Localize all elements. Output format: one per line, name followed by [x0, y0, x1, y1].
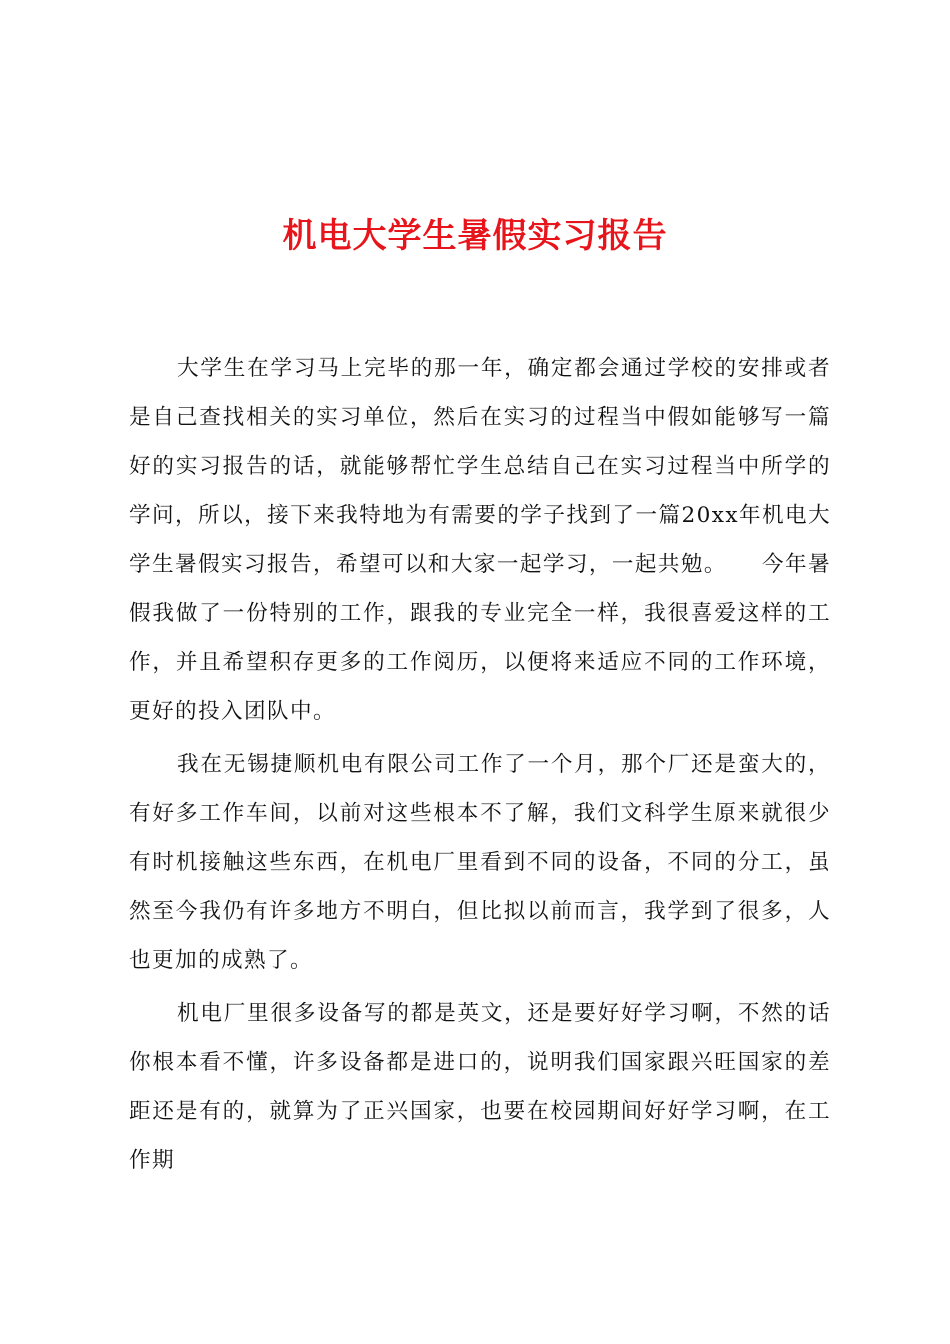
document-body — [129, 344, 831, 1189]
document-title: 机电大学生暑假实习报告 — [282, 216, 668, 256]
paragraph-3: 机电厂里很多设备写的都是英文，还是要好好学习啊，不然的话你根本看不懂，许多设备都是进口的，说明我们国家跟兴旺国家的差距还是有的，就算为了正兴国家，也要在校园期间好好学习啊，在工作期 — [129, 1001, 831, 1173]
paragraph-2: 我在无锡捷顺机电有限公司工作了一个月，那个厂还是蛮大的，有好多工作车间，以前对这些根本不了解，我们文科学生原来就很少有时机接触这些东西，在机电厂里看到不同的设备，不同的分工，虽然至今我仍有许多地方不明白，但比拟以前而言，我学到了很多，人也更加的成熟了。 — [129, 752, 831, 973]
paragraph-1: 大学生在学习马上完毕的那一年，确定都会通过学校的安排或者是自己查找相关的实习单位，然后在实习的过程当中假如能够写一篇好的实习报告的话，就能够帮忙学生总结自己在实习过程当中所学的学问，所以，接下来我特地为有需要的学子找到了一篇20xx年机电大学生暑假实习报告，希望可以和大家一起学习，一起共勉。 今年暑假我做了一份特别的工作，跟我的专业完全一样，我很喜爱这样的工作，并且希望积存更多的工作阅历，以便将来适应不同的工作环境，更好的投入团队中。 — [129, 356, 832, 724]
